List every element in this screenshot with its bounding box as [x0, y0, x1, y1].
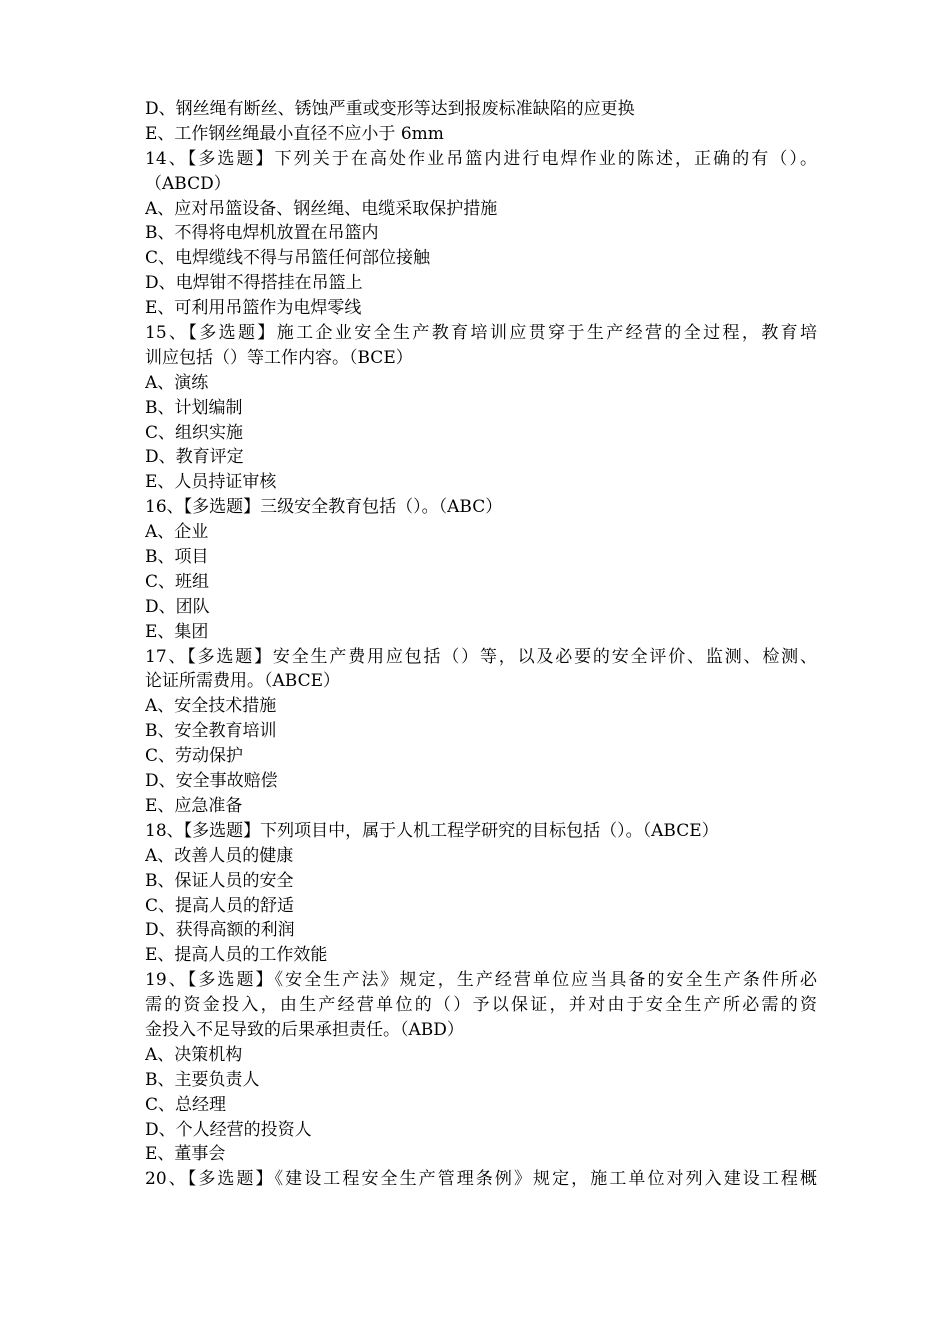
option-a: A、安全技术措施	[145, 696, 277, 717]
option-d: D、钢丝绳有断丝、锈蚀严重或变形等达到报废标准缺陷的应更换	[145, 99, 635, 119]
question-16: 16、【多选题】三级安全教育包括（）。（ABC）	[145, 497, 503, 518]
question-17-cont: 论证所需费用。（ABCE）	[145, 671, 341, 692]
option-c: C、提高人员的舒适	[145, 895, 295, 916]
option-e: E、工作钢丝绳最小直径不应小于 6mm	[145, 123, 444, 144]
option-e: E、应急准备	[145, 795, 243, 816]
question-15: 15、【多选题】施工企业安全生产教育培训应贯穿于生产经营的全过程，教育培	[145, 323, 817, 344]
question-18: 18、【多选题】下列项目中，属于人机工程学研究的目标包括（）。（ABCE）	[145, 820, 719, 841]
option-e: E、人员持证审核	[145, 472, 277, 493]
option-a: A、决策机构	[145, 1044, 243, 1065]
question-19-cont: 金投入不足导致的后果承担责任。（ABD）	[145, 1019, 464, 1040]
option-a: A、演练	[145, 372, 209, 393]
option-d: D、团队	[145, 596, 210, 617]
question-19-cont: 需的资金投入，由生产经营单位的（）予以保证，并对由于安全生产所必需的资	[145, 995, 817, 1016]
option-e: E、可利用吊篮作为电焊零线	[145, 298, 362, 319]
option-a: A、应对吊篮设备、钢丝绳、电缆采取保护措施	[145, 198, 498, 219]
option-e: E、董事会	[145, 1144, 226, 1165]
option-b: B、计划编制	[145, 397, 243, 418]
option-b: B、安全教育培训	[145, 721, 277, 742]
option-d: D、教育评定	[145, 447, 244, 468]
question-19: 19、【多选题】《安全生产法》规定，生产经营单位应当具备的安全生产条件所必	[145, 970, 817, 991]
option-a: A、改善人员的健康	[145, 845, 294, 866]
document-page	[145, 97, 817, 1192]
option-e: E、集团	[145, 621, 209, 642]
option-a: A、企业	[145, 522, 209, 543]
option-d: D、电焊钳不得搭挂在吊篮上	[145, 273, 363, 294]
option-d: D、安全事故赔偿	[145, 771, 278, 792]
option-b: B、项目	[145, 547, 209, 568]
option-c: C、劳动保护	[145, 746, 244, 767]
question-14: 14、【多选题】下列关于在高处作业吊篮内进行电焊作业的陈述，正确的有（）。	[145, 148, 817, 169]
question-15-cont: 训应包括（）等工作内容。（BCE）	[145, 347, 413, 368]
question-20: 20、【多选题】《建设工程安全生产管理条例》规定，施工单位对列入建设工程概	[145, 1169, 817, 1190]
question-17: 17、【多选题】安全生产费用应包括（）等，以及必要的安全评价、监测、检测、	[145, 646, 817, 667]
option-c: C、总经理	[145, 1094, 227, 1115]
option-b: B、不得将电焊机放置在吊篮内	[145, 223, 379, 244]
answer-14: （ABCD）	[145, 173, 231, 194]
option-b: B、主要负责人	[145, 1069, 260, 1090]
option-c: C、班组	[145, 571, 210, 592]
option-d: D、个人经营的投资人	[145, 1119, 312, 1140]
option-e: E、提高人员的工作效能	[145, 945, 328, 966]
option-b: B、保证人员的安全	[145, 870, 294, 891]
option-d: D、获得高额的利润	[145, 920, 295, 941]
option-c: C、组织实施	[145, 422, 244, 443]
option-c: C、电焊缆线不得与吊篮任何部位接触	[145, 248, 431, 269]
